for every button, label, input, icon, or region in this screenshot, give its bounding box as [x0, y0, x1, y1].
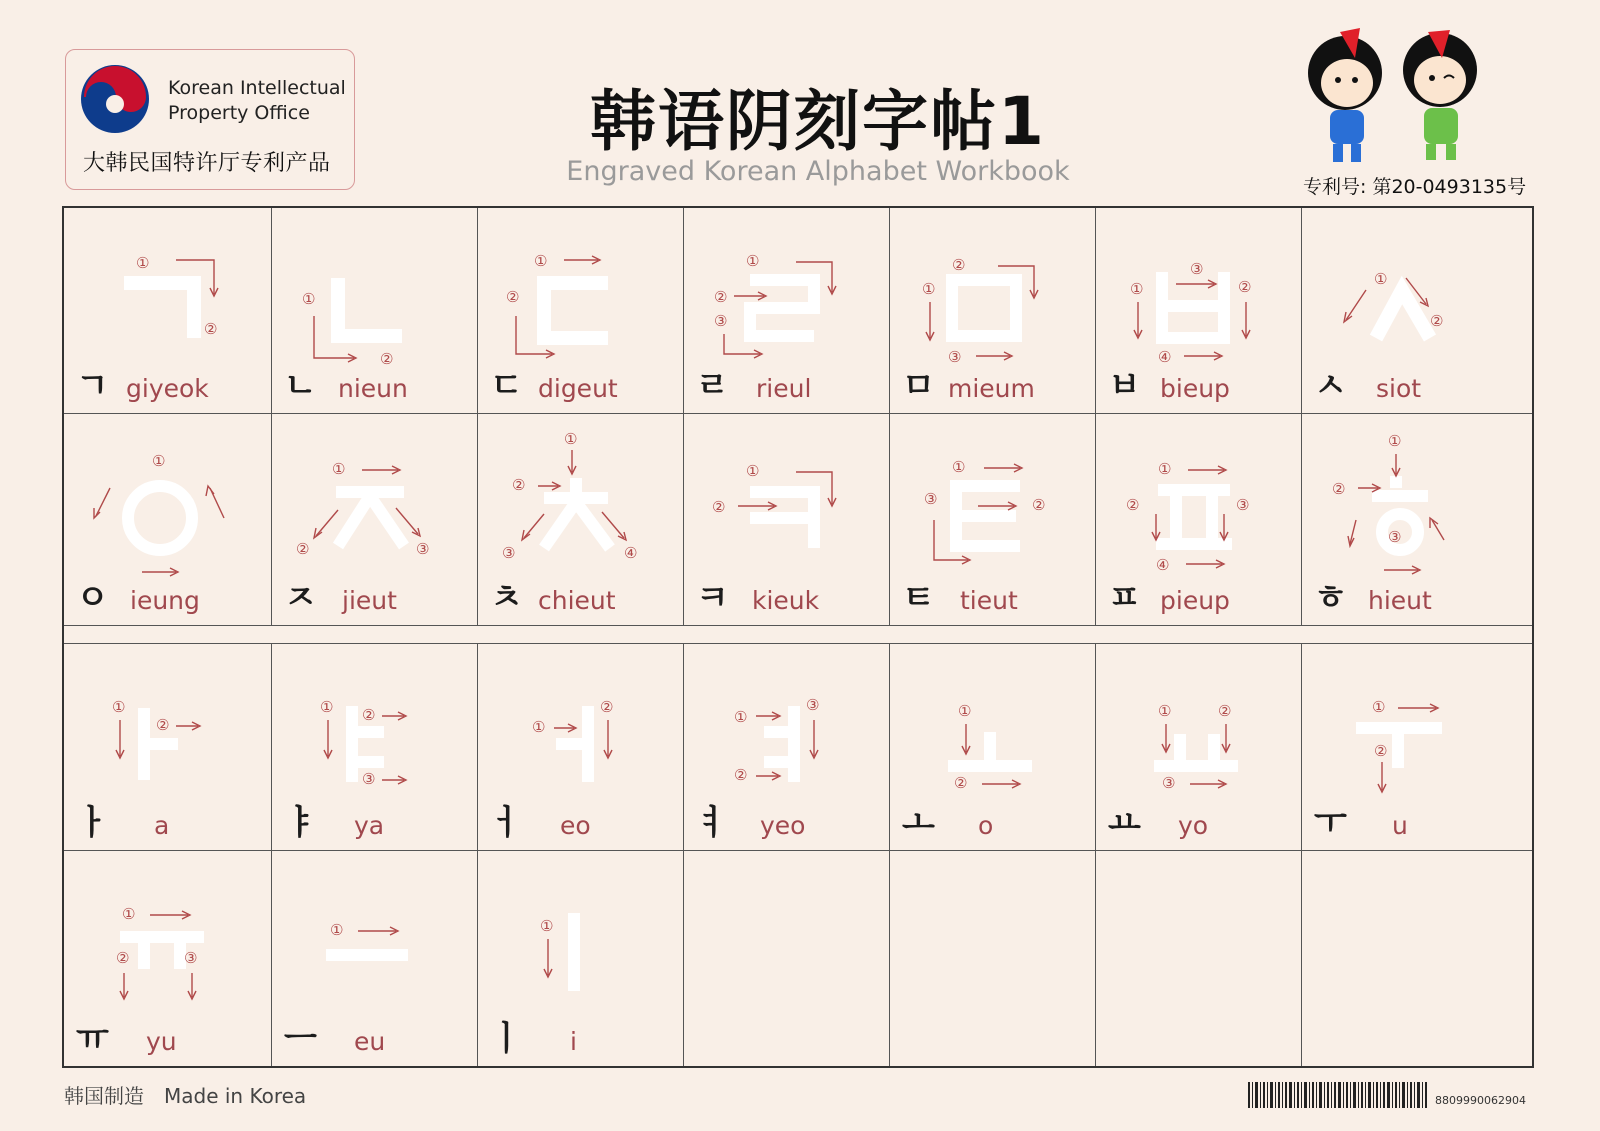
cell-pieup[interactable] [1096, 414, 1302, 625]
svg-text:①: ① [1158, 702, 1172, 720]
cell-nieun[interactable] [272, 208, 478, 413]
romanization: jieut [342, 586, 397, 615]
jamo-letter: ㄱ [76, 366, 109, 406]
svg-text:②: ② [156, 716, 170, 734]
cell-empty[interactable] [684, 851, 890, 1066]
cell-i[interactable] [478, 851, 684, 1066]
svg-text:①: ① [320, 698, 334, 716]
svg-text:①: ① [152, 452, 166, 470]
svg-text:①: ① [952, 458, 966, 476]
jamo-letter: ㅌ [902, 578, 935, 618]
svg-text:②: ② [506, 288, 520, 306]
made-in-label: 韩国制造 Made in Korea [64, 1084, 307, 1108]
cell-empty[interactable] [1096, 851, 1302, 1066]
svg-text:①: ① [922, 280, 936, 298]
cell-eo[interactable] [478, 644, 684, 850]
mascot-girl [1403, 30, 1477, 160]
svg-text:③: ③ [502, 544, 516, 562]
svg-text:①: ① [734, 708, 748, 726]
svg-text:①: ① [1158, 460, 1172, 478]
romanization: yo [1178, 811, 1209, 840]
page-subtitle: Engraved Korean Alphabet Workbook [566, 156, 1070, 187]
svg-text:①: ① [122, 905, 136, 923]
jamo-letter: ㅠ [76, 1019, 109, 1059]
org-name-line1: Korean Intellectual [168, 77, 346, 99]
cell-chieut[interactable] [478, 414, 684, 625]
section-divider [64, 626, 1532, 644]
svg-text:①: ① [534, 252, 548, 270]
jamo-letter: ㅅ [1314, 366, 1347, 406]
romanization: a [154, 811, 170, 840]
cell-eu[interactable] [272, 851, 478, 1066]
svg-text:②: ② [116, 949, 130, 967]
svg-text:①: ① [564, 430, 578, 448]
cell-mieum[interactable] [890, 208, 1096, 413]
romanization: yu [146, 1027, 177, 1056]
svg-text:①: ① [1130, 280, 1144, 298]
svg-text:②: ② [204, 320, 218, 338]
consonant-row-2 [64, 414, 1532, 626]
cell-yeo[interactable] [684, 644, 890, 850]
romanization: siot [1376, 374, 1422, 403]
svg-text:②: ② [600, 698, 614, 716]
cell-tieut[interactable] [890, 414, 1096, 625]
jamo-letter: ㅇ [76, 578, 109, 618]
svg-text:①: ① [1372, 698, 1386, 716]
romanization: ya [354, 811, 385, 840]
svg-text:①: ① [332, 460, 346, 478]
romanization: rieul [756, 374, 812, 403]
svg-text:②: ② [296, 540, 310, 558]
svg-text:①: ① [330, 921, 344, 939]
svg-text:①: ① [958, 702, 972, 720]
svg-text:③: ③ [1236, 496, 1250, 514]
jamo-letter: ㅁ [902, 366, 935, 406]
romanization: o [978, 811, 994, 840]
svg-text:④: ④ [624, 544, 638, 562]
vowel-row-1 [64, 644, 1532, 851]
svg-text:④: ④ [1156, 556, 1170, 574]
svg-text:①: ① [746, 462, 760, 480]
cell-digeut[interactable] [478, 208, 684, 413]
svg-text:①: ① [136, 254, 150, 272]
mascot-boy [1308, 28, 1382, 162]
svg-text:②: ② [714, 288, 728, 306]
jamo-letter: ㄹ [696, 366, 729, 406]
svg-text:②: ② [954, 774, 968, 792]
consonant-row-1 [64, 208, 1532, 414]
svg-text:②: ② [1238, 278, 1252, 296]
svg-text:③: ③ [416, 540, 430, 558]
svg-text:③: ③ [1388, 528, 1402, 546]
svg-text:③: ③ [806, 696, 820, 714]
barcode-number: 8809990062904 [1435, 1094, 1526, 1107]
romanization: ieung [130, 586, 200, 615]
svg-text:①: ① [302, 290, 316, 308]
svg-text:②: ② [1218, 702, 1232, 720]
romanization: tieut [960, 586, 1018, 615]
cell-hieut[interactable] [1302, 414, 1536, 625]
cell-siot[interactable] [1302, 208, 1536, 413]
svg-text:②: ② [380, 350, 394, 368]
org-name-line2: Property Office [168, 102, 310, 124]
cell-ieung[interactable] [64, 414, 272, 625]
romanization: eo [560, 811, 591, 840]
svg-text:②: ② [512, 476, 526, 494]
romanization: i [570, 1027, 577, 1056]
cell-kieuk[interactable] [684, 414, 890, 625]
svg-text:①: ① [532, 718, 546, 736]
svg-text:③: ③ [948, 348, 962, 366]
romanization: bieup [1160, 374, 1230, 403]
romanization: chieut [538, 586, 616, 615]
cell-giyeok[interactable] [64, 208, 272, 413]
svg-text:②: ② [362, 706, 376, 724]
cell-rieul[interactable] [684, 208, 890, 413]
practice-grid [62, 206, 1534, 1068]
jamo-letter: ㅂ [1108, 366, 1141, 406]
romanization: giyeok [126, 374, 209, 403]
cell-u[interactable] [1302, 644, 1536, 850]
svg-text:③: ③ [1162, 774, 1176, 792]
jamo-letter: ㅗ [902, 803, 935, 843]
svg-text:③: ③ [714, 312, 728, 330]
romanization: nieun [338, 374, 408, 403]
vowel-row-2 [64, 851, 1532, 1066]
romanization: kieuk [752, 586, 820, 615]
jamo-letter: ㅜ [1314, 803, 1347, 843]
svg-text:②: ② [1332, 480, 1346, 498]
cell-o[interactable] [890, 644, 1096, 850]
jamo-letter: ㅛ [1108, 803, 1141, 843]
romanization: u [1392, 811, 1408, 840]
svg-text:②: ② [1126, 496, 1140, 514]
svg-text:②: ② [734, 766, 748, 784]
svg-text:②: ② [1032, 496, 1046, 514]
jamo-letter: ㅍ [1108, 578, 1141, 618]
jamo-letter: ㅓ [490, 803, 523, 843]
svg-text:①: ① [746, 252, 760, 270]
cell-ya[interactable] [272, 644, 478, 850]
romanization: mieum [948, 374, 1035, 403]
svg-text:②: ② [1430, 312, 1444, 330]
page-title: 韩语阴刻字帖1 [590, 83, 1046, 160]
cell-bieup[interactable] [1096, 208, 1302, 413]
romanization: hieut [1368, 586, 1432, 615]
svg-text:②: ② [1374, 742, 1388, 760]
svg-text:③: ③ [362, 770, 376, 788]
cell-empty[interactable] [1302, 851, 1536, 1066]
cell-empty[interactable] [890, 851, 1096, 1066]
jamo-letter: ㅡ [284, 1019, 317, 1059]
svg-text:④: ④ [1158, 348, 1172, 366]
jamo-letter: ㅋ [696, 578, 729, 618]
svg-text:①: ① [1388, 432, 1402, 450]
jamo-letter: ㅕ [696, 803, 729, 843]
cell-yu[interactable] [64, 851, 272, 1066]
romanization: eu [354, 1027, 386, 1056]
jamo-letter: ㅏ [76, 803, 109, 843]
svg-text:③: ③ [924, 490, 938, 508]
svg-text:②: ② [712, 498, 726, 516]
jamo-letter: ㅣ [490, 1019, 523, 1059]
org-name-cn: 大韩民国特许厅专利产品 [83, 151, 331, 176]
jamo-letter: ㄷ [490, 366, 523, 406]
svg-text:①: ① [112, 698, 126, 716]
cell-yo[interactable] [1096, 644, 1302, 850]
jamo-letter: ㅑ [284, 803, 317, 843]
mascot-illustration [1300, 28, 1490, 168]
svg-text:③: ③ [184, 949, 198, 967]
cell-jieut[interactable] [272, 414, 478, 625]
svg-text:①: ① [1374, 270, 1388, 288]
barcode-icon [1248, 1082, 1428, 1108]
romanization: yeo [760, 811, 806, 840]
svg-text:②: ② [952, 256, 966, 274]
patent-number: 专利号: 第20-0493135号 [1303, 176, 1527, 198]
svg-text:③: ③ [1190, 260, 1204, 278]
romanization: digeut [538, 374, 618, 403]
svg-text:①: ① [540, 917, 554, 935]
jamo-letter: ㅊ [490, 578, 523, 618]
romanization: pieup [1160, 586, 1230, 615]
jamo-letter: ㅈ [284, 578, 317, 618]
jamo-letter: ㅎ [1314, 578, 1347, 618]
cell-a[interactable] [64, 644, 272, 850]
jamo-letter: ㄴ [284, 366, 317, 406]
